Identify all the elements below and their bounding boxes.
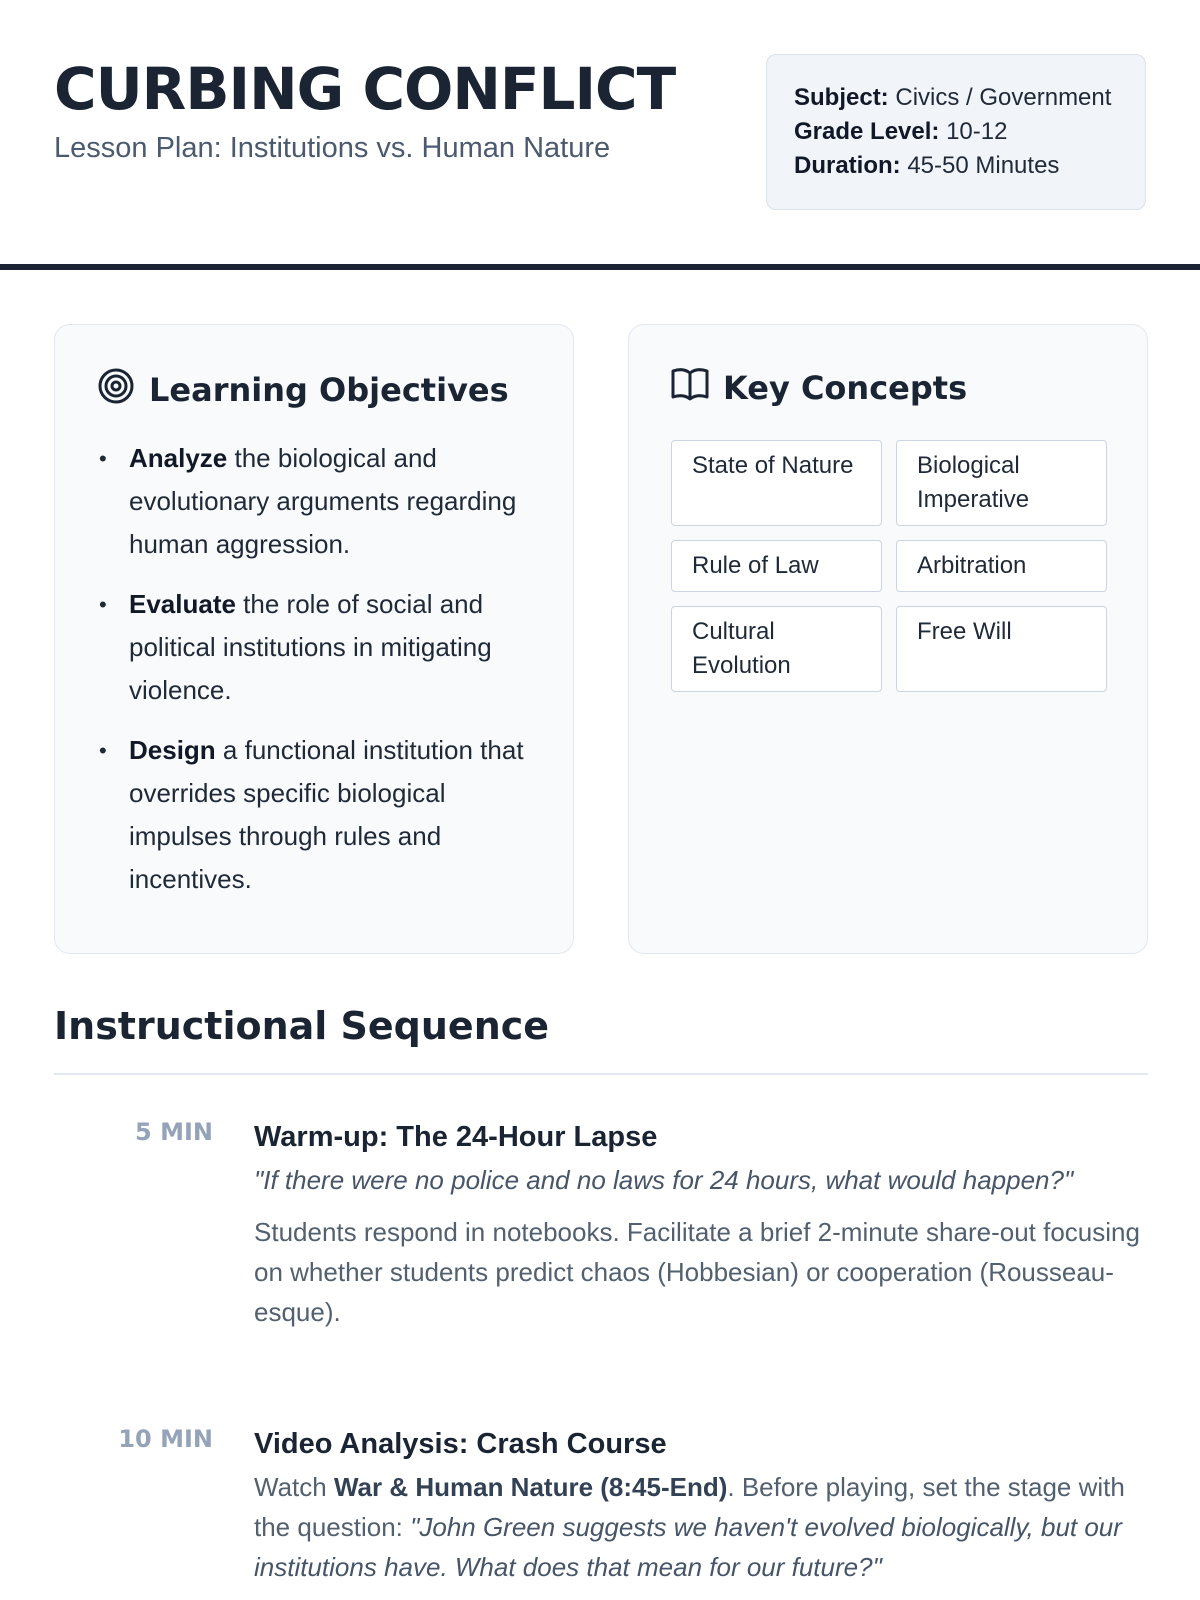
list-item — [97, 729, 547, 901]
meta-subject — [794, 81, 1145, 115]
objectives-list — [97, 437, 547, 918]
desc-text: . Before playing, set the stage with the question: — [254, 1472, 1125, 1542]
book-icon — [671, 367, 709, 409]
meta-grade-value: 10-12 — [946, 118, 1008, 145]
guiding-question: "John Green suggests we haven't evolved biologically, but our institutions have. What does that mean for our future?" — [254, 1512, 1122, 1582]
step-description: Students respond in notebooks. Facilitate a brief 2-minute share-out focusing on whether students predict chaos (Hobbesian) or cooperation (Rousseau-esque). — [254, 1217, 1140, 1327]
meta-duration-value: 45-50 Minutes — [907, 152, 1060, 179]
step-title: Warm-up: The 24-Hour Lapse — [254, 1121, 658, 1153]
page-subtitle: Lesson Plan: Institutions vs. Human Nature — [54, 132, 611, 164]
objective-verb: Design — [129, 735, 216, 765]
step-body — [254, 1118, 1144, 1332]
objective-text: the biological and evolutionary arguments regarding human aggression. — [129, 443, 517, 559]
lesson-meta-box — [766, 54, 1146, 210]
sequence-divider — [54, 1073, 1148, 1075]
concepts-heading — [671, 367, 967, 409]
objectives-heading — [97, 367, 509, 413]
objectives-card — [54, 324, 574, 954]
concept-chip: State of Nature — [671, 440, 882, 526]
target-icon — [97, 367, 135, 413]
video-title: War & Human Nature (8:45-End) — [333, 1472, 728, 1502]
concept-chip: Free Will — [896, 606, 1107, 692]
concept-chips — [671, 440, 1107, 692]
concept-chip: Arbitration — [896, 540, 1107, 592]
step-description — [254, 1467, 1144, 1587]
list-item — [97, 437, 547, 566]
meta-duration — [794, 149, 1145, 183]
step-time: 10 MIN — [118, 1425, 213, 1453]
objectives-title: Learning Objectives — [149, 371, 509, 409]
meta-subject-label: Subject: — [794, 84, 889, 111]
objective-text: the role of social and political institutions in mitigating violence. — [129, 589, 492, 705]
objective-text: a functional institution that overrides specific biological impulses through rules and incentives. — [129, 735, 524, 894]
sequence-heading: Instructional Sequence — [54, 1004, 550, 1048]
list-item — [97, 583, 547, 712]
page-title: CURBING CONFLICT — [54, 55, 676, 123]
lesson-header — [0, 0, 1200, 266]
concept-chip: Rule of Law — [671, 540, 882, 592]
step-title: Video Analysis: Crash Course — [254, 1428, 667, 1460]
concepts-title: Key Concepts — [723, 369, 968, 407]
header-divider — [0, 264, 1200, 270]
desc-text: Watch — [254, 1472, 334, 1502]
step-time: 5 MIN — [135, 1118, 213, 1146]
concept-chip: Cultural Evolution — [671, 606, 882, 692]
step-body — [254, 1425, 1144, 1587]
objective-verb: Evaluate — [129, 589, 236, 619]
meta-grade — [794, 115, 1145, 149]
meta-duration-label: Duration: — [794, 152, 901, 179]
concepts-card — [628, 324, 1148, 954]
objective-verb: Analyze — [129, 443, 228, 473]
meta-grade-label: Grade Level: — [794, 118, 940, 145]
meta-subject-value: Civics / Government — [895, 84, 1112, 111]
concept-chip: Biological Imperative — [896, 440, 1107, 526]
step-prompt: "If there were no police and no laws for 24 hours, what would happen?" — [254, 1165, 1074, 1195]
